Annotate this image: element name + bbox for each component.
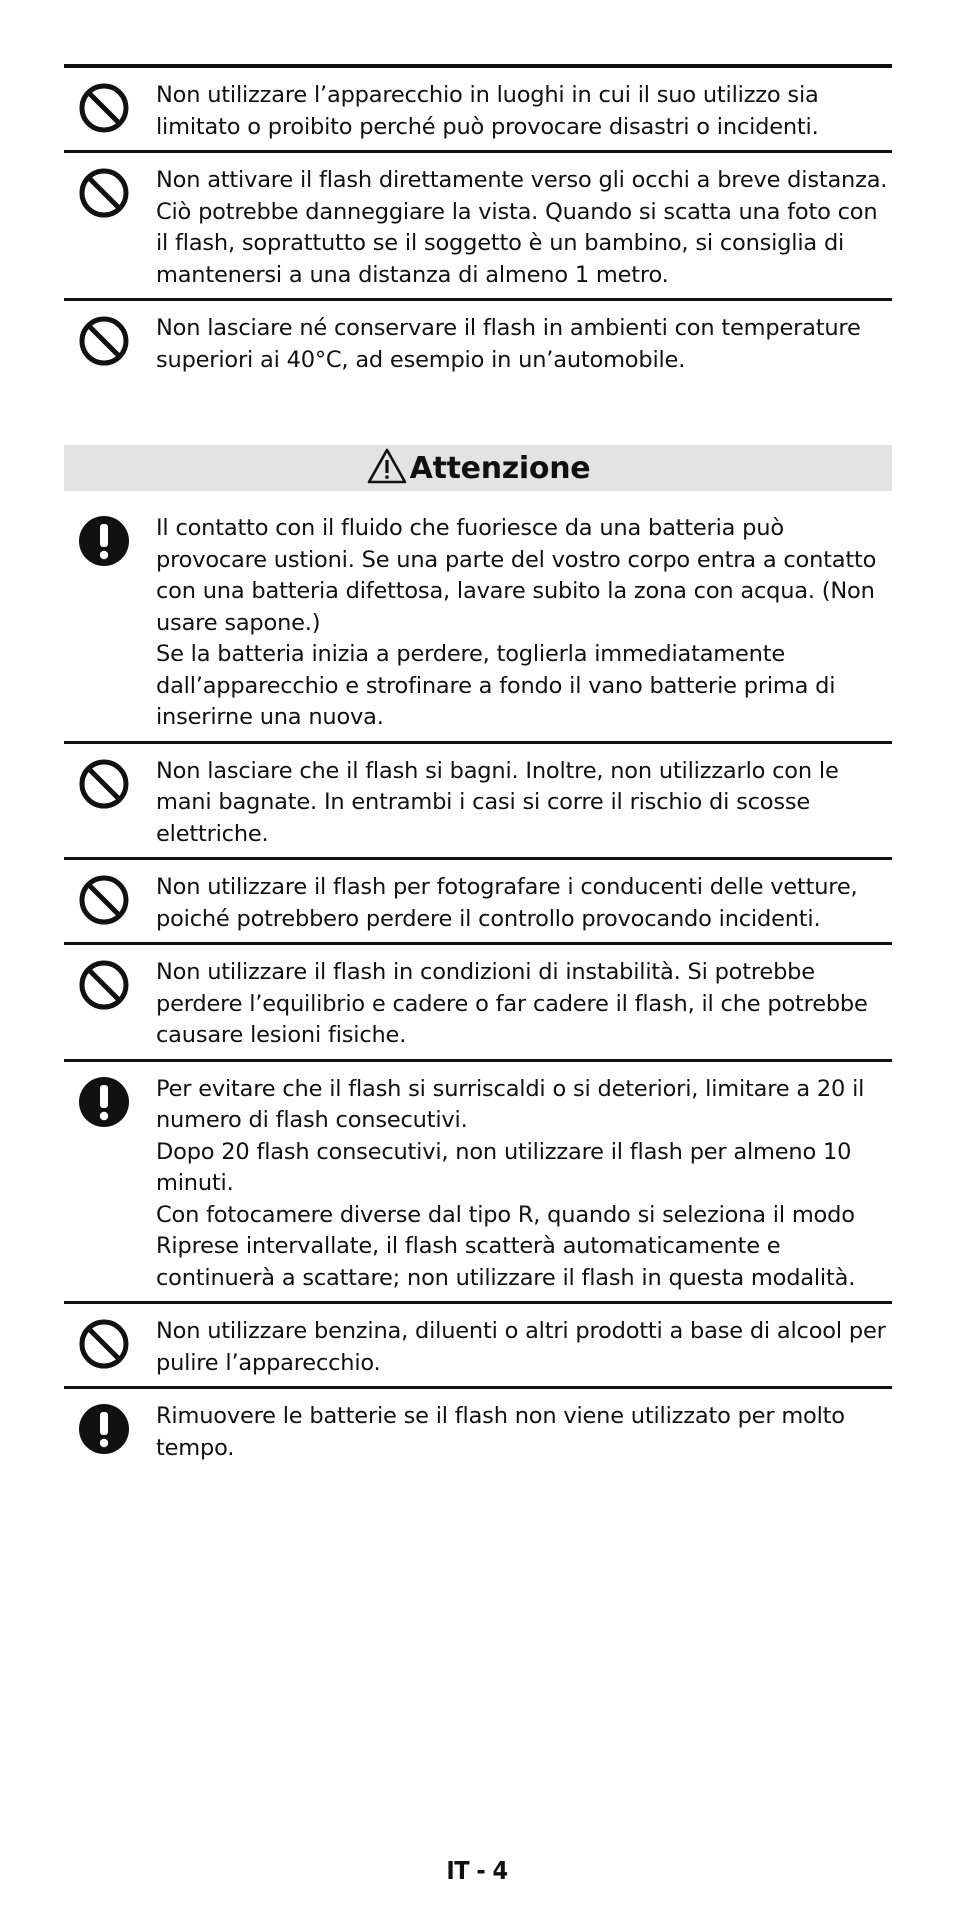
- prohibited-icon: [64, 165, 156, 219]
- caution-item: [64, 505, 892, 741]
- caution-section-header: [64, 445, 892, 491]
- caution-text: [156, 513, 892, 734]
- paragraph: Non utilizzare il flash in condizioni di instabilità. Si potrebbe perdere l’equilibrio e cadere o far cadere il flash, il che potrebbe causare lesioni fisiche.: [156, 959, 868, 1048]
- caution-item: [64, 1386, 892, 1471]
- mandatory-icon: [64, 1074, 156, 1128]
- caution-text: [156, 957, 892, 1052]
- warning-text: [156, 80, 892, 143]
- prohibited-icon: [64, 957, 156, 1011]
- caution-item: [64, 942, 892, 1059]
- paragraph: Per evitare che il flash si surriscaldi o si deteriori, limitare a 20 il numero di flash consecutivi.: [156, 1075, 865, 1133]
- warning-item: [64, 150, 892, 298]
- paragraph: Dopo 20 flash consecutivi, non utilizzare il flash per almeno 10 minuti.: [156, 1138, 852, 1196]
- caution-item: [64, 741, 892, 858]
- paragraph: Non lasciare che il flash si bagni. Inoltre, non utilizzarlo con le mani bagnate. In entrambi i casi si corre il rischio di scosse elettriche.: [156, 757, 839, 847]
- paragraph: Non utilizzare l’apparecchio in luoghi in cui il suo utilizzo sia limitato o proibito perché può provocare disastri o incidenti.: [156, 82, 819, 140]
- paragraph: Non utilizzare il flash per fotografare i conducenti delle vetture, poiché potrebbero perdere il controllo provocando incidenti.: [156, 874, 858, 932]
- paragraph: Non lasciare né conservare il flash in ambienti con temperature superiori ai 40°C, ad esempio in un’automobile.: [156, 315, 861, 373]
- document-page: [64, 64, 892, 1471]
- mandatory-icon: [64, 1401, 156, 1455]
- paragraph: Non utilizzare benzina, diluenti o altri prodotti a base di alcool per pulire l’apparecchio.: [156, 1318, 886, 1376]
- mandatory-icon: [64, 513, 156, 567]
- warning-text: [156, 313, 892, 376]
- caution-item: [64, 1301, 892, 1386]
- prohibited-icon: [64, 872, 156, 926]
- page-number: IT - 4: [446, 1856, 508, 1885]
- caution-item: [64, 857, 892, 942]
- caution-text: [156, 872, 892, 935]
- prohibited-icon: [64, 1316, 156, 1370]
- prohibited-icon: [64, 80, 156, 134]
- warning-item: [64, 298, 892, 383]
- caution-text: [156, 756, 892, 851]
- paragraph: Rimuovere le batterie se il flash non viene utilizzato per molto tempo.: [156, 1403, 845, 1461]
- warning-text: [156, 165, 892, 291]
- paragraph: Se la batteria inizia a perdere, toglierla immediatamente dall’apparecchio e strofinare a fondo il vano batterie prima di inserirne una nuova.: [156, 641, 836, 730]
- section-title: Attenzione: [409, 450, 591, 486]
- warning-triangle-icon: [366, 447, 410, 489]
- caution-text: [156, 1401, 892, 1464]
- prohibited-icon: [64, 313, 156, 367]
- paragraph: Con fotocamere diverse dal tipo R, quando si seleziona il modo Riprese intervallate, il flash scatterà automaticamente e continuerà a scattare; non utilizzare il flash in questa modalità.: [156, 1201, 856, 1291]
- prohibited-icon: [64, 756, 156, 810]
- caution-text: [156, 1316, 892, 1379]
- paragraph: Il contatto con il fluido che fuoriesce da una batteria può provocare ustioni. Se una parte del vostro corpo entra a contatto con una batteria difettosa, lavare subito la zona con acqua. (Non usare sapone.): [156, 515, 877, 636]
- caution-text: [156, 1074, 892, 1295]
- warning-item: [64, 64, 892, 150]
- paragraph: Non attivare il flash direttamente verso gli occhi a breve distanza. Ciò potrebbe danneggiare la vista. Quando si scatta una foto con il flash, soprattutto se il soggetto è un bambino, si consiglia di mantenersi a una distanza di almeno 1 metro.: [156, 167, 888, 288]
- caution-item: [64, 1059, 892, 1302]
